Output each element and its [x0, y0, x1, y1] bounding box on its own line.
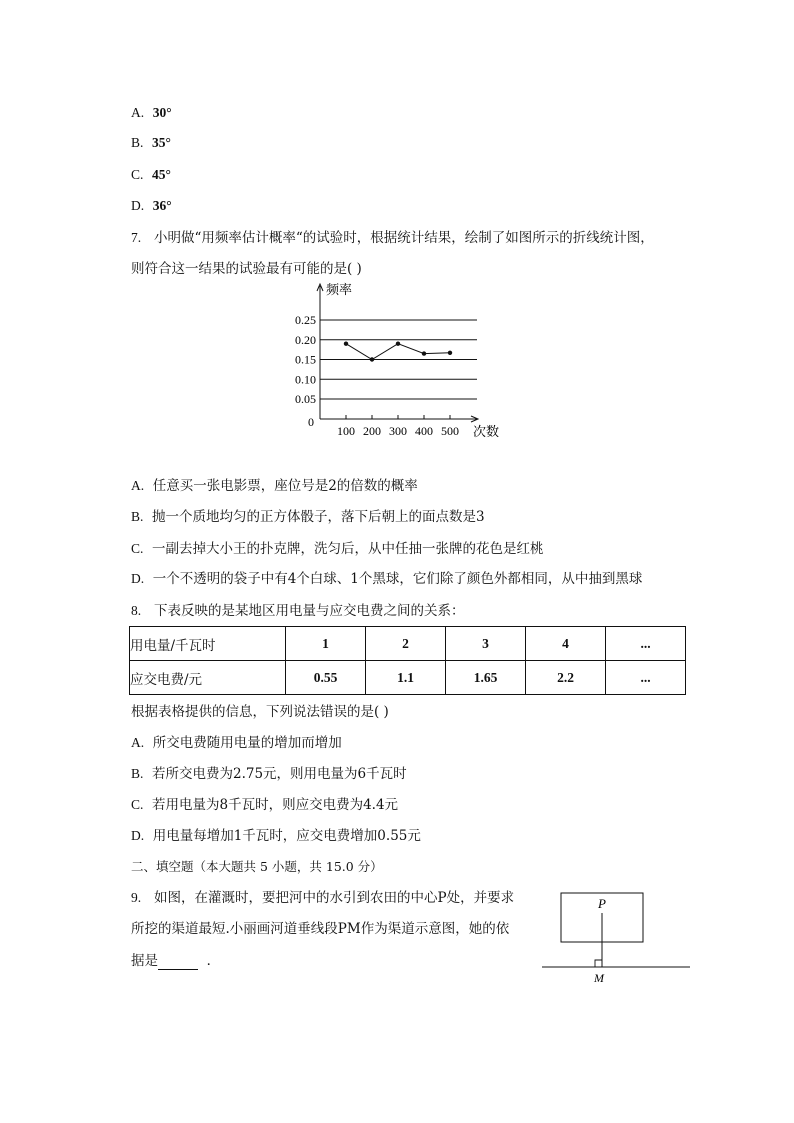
- table-cell: 1.1: [366, 661, 446, 695]
- q8-option-c: [131, 796, 398, 814]
- option-letter: B.: [131, 509, 144, 524]
- y-tick-label: 0.25: [295, 313, 316, 327]
- question-text: 如图，在灌溉时，要把河中的水引到农田的中心P处，并要求: [154, 890, 515, 906]
- table-row-label: 用电量/千瓦时: [130, 627, 286, 661]
- table-row: [130, 661, 686, 695]
- y-tick-label: 0.10: [295, 372, 316, 387]
- question-text: 小明做“用频率估计概率“的试验时，根据统计结果，绘制了如图所示的折线统计图，: [154, 230, 654, 246]
- question-text: 据是: [131, 953, 158, 969]
- q6-option-a: [131, 104, 172, 122]
- section-heading: 二、填空题（本大题共 5 小题，共 15.0 分）: [131, 859, 383, 874]
- data-point: [396, 342, 400, 346]
- q9-line1: [131, 889, 514, 907]
- question-text: ．: [206, 953, 221, 969]
- q8-option-a: [131, 734, 342, 752]
- question-number: 9.: [131, 890, 142, 905]
- table-cell: 1: [286, 627, 366, 661]
- q7-option-b: [131, 508, 485, 526]
- question-number: 7.: [131, 230, 142, 245]
- irrigation-diagram: [540, 888, 692, 988]
- q7-option-a: [131, 477, 418, 495]
- option-letter: D.: [131, 571, 145, 586]
- x-tick-label: 200: [363, 424, 381, 438]
- table-cell: 4: [526, 627, 606, 661]
- option-letter: A.: [131, 735, 145, 750]
- x-tick-label: 300: [389, 424, 407, 438]
- data-point: [448, 351, 452, 355]
- table-cell: 2.2: [526, 661, 606, 695]
- option-text: 若所交电费为2.75元，则用电量为6千瓦时: [151, 766, 407, 782]
- y-tick-label: 0.05: [295, 392, 316, 406]
- right-angle-mark: [595, 960, 602, 967]
- table-cell: 1.65: [446, 661, 526, 695]
- electricity-table: [129, 626, 686, 695]
- origin-label: 0: [308, 415, 314, 429]
- q6-option-c: [131, 166, 171, 184]
- option-letter: D.: [131, 198, 145, 213]
- data-point: [422, 351, 426, 355]
- x-axis-label: 次数: [473, 424, 500, 439]
- option-text: 35°: [151, 135, 171, 150]
- q7-option-d: [131, 570, 642, 588]
- y-tick-label: 0.15: [295, 352, 316, 367]
- option-letter: B.: [131, 135, 144, 150]
- table-row-label: 应交电费/元: [130, 661, 286, 695]
- option-text: 任意买一张电影票，座位号是2的倍数的概率: [152, 478, 418, 494]
- q8-option-b: [131, 765, 407, 783]
- option-text: 所交电费随用电量的增加而增加: [152, 735, 342, 751]
- x-tick-label: 400: [415, 424, 433, 438]
- option-letter: A.: [131, 105, 145, 120]
- option-text: 45°: [151, 167, 171, 182]
- option-letter: A.: [131, 478, 145, 493]
- option-text: 若用电量为8千瓦时，则应交电费为4.4元: [151, 797, 399, 813]
- y-axis-label: 频率: [326, 282, 353, 297]
- table-cell: 0.55: [286, 661, 366, 695]
- option-text: 30°: [152, 105, 172, 120]
- q6-option-d: [131, 197, 172, 215]
- q8-stem: [131, 602, 465, 620]
- q8-question: 根据表格提供的信息，下列说法错误的是( ): [131, 704, 389, 720]
- q6-option-b: [131, 134, 171, 152]
- q7-option-c: [131, 540, 543, 558]
- table-row: [130, 627, 686, 661]
- table-cell: ...: [606, 627, 686, 661]
- option-letter: C.: [131, 541, 144, 556]
- y-tick-label: 0.20: [295, 332, 316, 347]
- table-cell: 3: [446, 627, 526, 661]
- x-tick-label: 500: [441, 424, 459, 438]
- data-point: [344, 342, 348, 346]
- point-p-label: P: [598, 896, 606, 911]
- table-cell: ...: [606, 661, 686, 695]
- q9-line3: [131, 952, 220, 970]
- q9-line2: 所挖的渠道最短.小丽画河道垂线段PM作为渠道示意图，她的依: [131, 921, 510, 937]
- answer-blank: [158, 955, 198, 970]
- x-tick-label: 100: [337, 424, 355, 438]
- option-letter: C.: [131, 797, 144, 812]
- option-text: 一副去掉大小王的扑克牌，洗匀后，从中任抽一张牌的花色是红桃: [151, 541, 544, 557]
- q7-stem-line2: 则符合这一结果的试验最有可能的是( ): [131, 261, 362, 277]
- option-letter: C.: [131, 167, 144, 182]
- option-text: 36°: [152, 198, 172, 213]
- frequency-line-chart: [285, 278, 515, 443]
- q8-option-d: [131, 827, 421, 845]
- point-m-label: M: [594, 971, 604, 985]
- option-letter: D.: [131, 828, 145, 843]
- option-text: 抛一个质地均匀的正方体骰子，落下后朝上的面点数是3: [151, 509, 485, 525]
- question-text: 下表反映的是某地区用电量与应交电费之间的关系：: [154, 603, 465, 619]
- data-point: [370, 357, 374, 361]
- option-text: 一个不透明的袋子中有4个白球、1个黑球，它们除了颜色外都相同，从中抽到黑球: [152, 571, 643, 587]
- option-text: 用电量每增加1千瓦时，应交电费增加0.55元: [152, 828, 421, 844]
- table-cell: 2: [366, 627, 446, 661]
- option-letter: B.: [131, 766, 144, 781]
- question-number: 8.: [131, 603, 142, 618]
- q7-stem-line1: [131, 229, 654, 247]
- series-line: [346, 344, 450, 360]
